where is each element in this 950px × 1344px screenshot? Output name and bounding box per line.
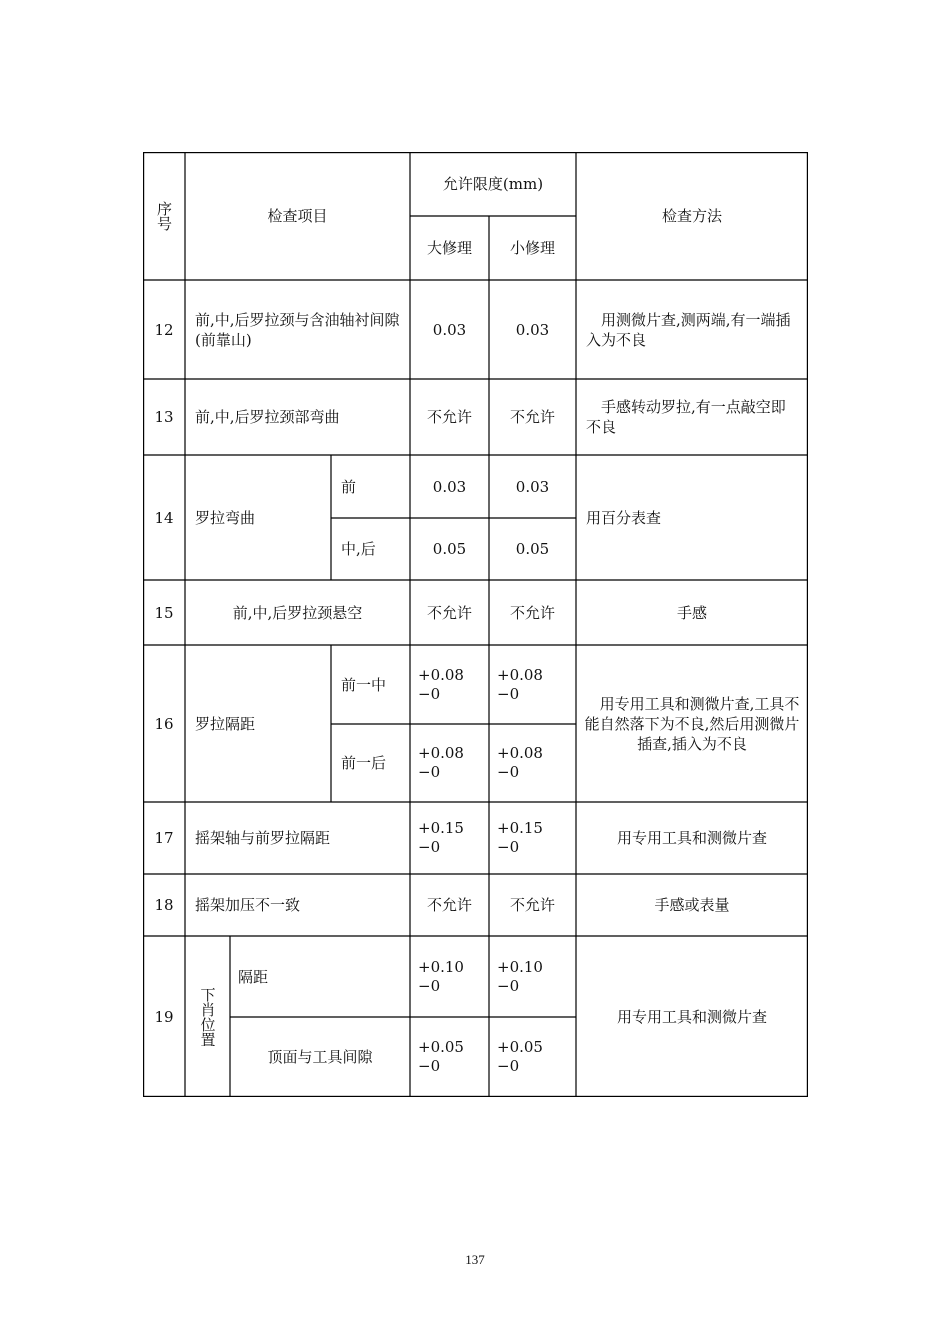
row-15-minor: 不允许 [509, 603, 555, 622]
tolerance-upper: +0.08 [497, 744, 543, 762]
tolerance-lower: −0 [497, 1057, 520, 1075]
row-19-sub2-major [410, 1017, 489, 1097]
row-19-no: 19 [154, 1007, 174, 1026]
tolerance-upper: +0.05 [418, 1038, 464, 1056]
row-13-method [576, 379, 808, 455]
header-item: 检查项目 [267, 207, 328, 225]
tolerance-lower: −0 [418, 838, 441, 856]
row-19-sub2-minor [489, 1017, 576, 1097]
row-13-major: 不允许 [426, 408, 472, 426]
tolerance-lower: −0 [497, 763, 520, 781]
row-14-method: 用百分表查 [586, 508, 662, 527]
row-16-sub2-major [410, 724, 489, 802]
row-16-method [576, 645, 808, 802]
row-12-minor: 0.03 [515, 320, 550, 339]
header-minor: 小修理 [509, 239, 555, 257]
row-13-no: 13 [154, 408, 174, 426]
row-13-minor: 不允许 [509, 408, 555, 426]
row-16-sub2: 前一后 [341, 754, 387, 772]
tolerance-lower: −0 [497, 684, 520, 703]
row-19-sub1-major [410, 936, 489, 1017]
row-18-item: 摇架加压不一致 [195, 896, 301, 914]
row-13-method-text: 手感转动罗拉,有一点敲空即不良 [586, 398, 786, 436]
tolerance-upper: +0.15 [497, 819, 543, 837]
header-no: 序号 [155, 201, 173, 231]
page-number: 137 [465, 1252, 485, 1267]
row-14-sub1: 前 [341, 477, 357, 496]
tolerance-upper: +0.05 [497, 1038, 543, 1056]
tolerance-lower: −0 [497, 976, 520, 995]
header-method: 检查方法 [661, 207, 722, 225]
row-13-item: 前,中,后罗拉颈部弯曲 [195, 408, 340, 426]
row-19-sub2: 顶面与工具间隙 [267, 1048, 373, 1066]
inspection-table [143, 152, 808, 1097]
row-16-no: 16 [154, 714, 174, 733]
row-14-sub2-major: 0.05 [432, 540, 467, 558]
row-14-sub2-minor: 0.05 [515, 540, 550, 558]
row-14-sub2: 中,后 [341, 540, 376, 558]
tolerance-upper: +0.15 [418, 819, 464, 837]
row-17-item: 摇架轴与前罗拉隔距 [195, 829, 331, 847]
row-12-method [576, 280, 808, 379]
header-allowance: 允许限度(mm) [442, 175, 544, 193]
row-12-major: 0.03 [432, 320, 467, 339]
row-15-method: 手感 [676, 603, 707, 622]
tolerance-upper: +0.10 [418, 957, 464, 976]
row-19-sub1: 隔距 [238, 967, 269, 986]
tolerance-lower: −0 [418, 763, 441, 781]
row-18-method: 手感或表量 [654, 896, 730, 914]
row-18-major: 不允许 [426, 896, 472, 914]
row-16-sub1-minor [489, 645, 576, 724]
row-17-major [410, 802, 489, 874]
row-12-no: 12 [154, 320, 174, 339]
row-15-no: 15 [154, 603, 174, 622]
row-17-method: 用专用工具和测微片查 [616, 829, 767, 847]
row-16-item: 罗拉隔距 [195, 714, 256, 733]
tolerance-upper: +0.08 [497, 665, 543, 684]
row-15-major: 不允许 [426, 603, 472, 622]
row-16-method-text: 用专用工具和测微片查,工具不能自然落下为不良,然后用测微片插查,插入为不良 [584, 694, 800, 753]
tolerance-lower: −0 [418, 1057, 441, 1075]
tolerance-upper: +0.08 [418, 665, 464, 684]
row-17-no: 17 [154, 829, 174, 847]
row-12-method-text: 用测微片查,测两端,有一端插入为不良 [586, 310, 791, 349]
row-14-sub1-major: 0.03 [432, 477, 467, 496]
row-19-method: 用专用工具和测微片查 [616, 1007, 767, 1026]
tolerance-upper: +0.08 [418, 744, 464, 762]
row-16-sub1-major [410, 645, 489, 724]
row-15-item: 前,中,后罗拉颈悬空 [232, 603, 363, 622]
row-12-item: 前,中,后罗拉颈与含油轴衬间隙(前靠山) [195, 310, 400, 349]
row-19-group: 下肖位置 [198, 986, 217, 1047]
row-16-sub1: 前一中 [341, 675, 387, 694]
row-16-sub2-minor [489, 724, 576, 802]
row-14-no: 14 [154, 508, 174, 527]
tolerance-lower: −0 [497, 838, 520, 856]
tolerance-lower: −0 [418, 976, 441, 995]
tolerance-upper: +0.10 [497, 957, 543, 976]
header-major: 大修理 [426, 239, 472, 257]
tolerance-lower: −0 [418, 684, 441, 703]
row-14-item: 罗拉弯曲 [195, 508, 256, 527]
row-17-minor [489, 802, 576, 874]
row-18-minor: 不允许 [509, 896, 555, 914]
row-19-sub1-minor [489, 936, 576, 1017]
row-14-sub1-minor: 0.03 [515, 477, 550, 496]
row-18-no: 18 [154, 896, 174, 914]
